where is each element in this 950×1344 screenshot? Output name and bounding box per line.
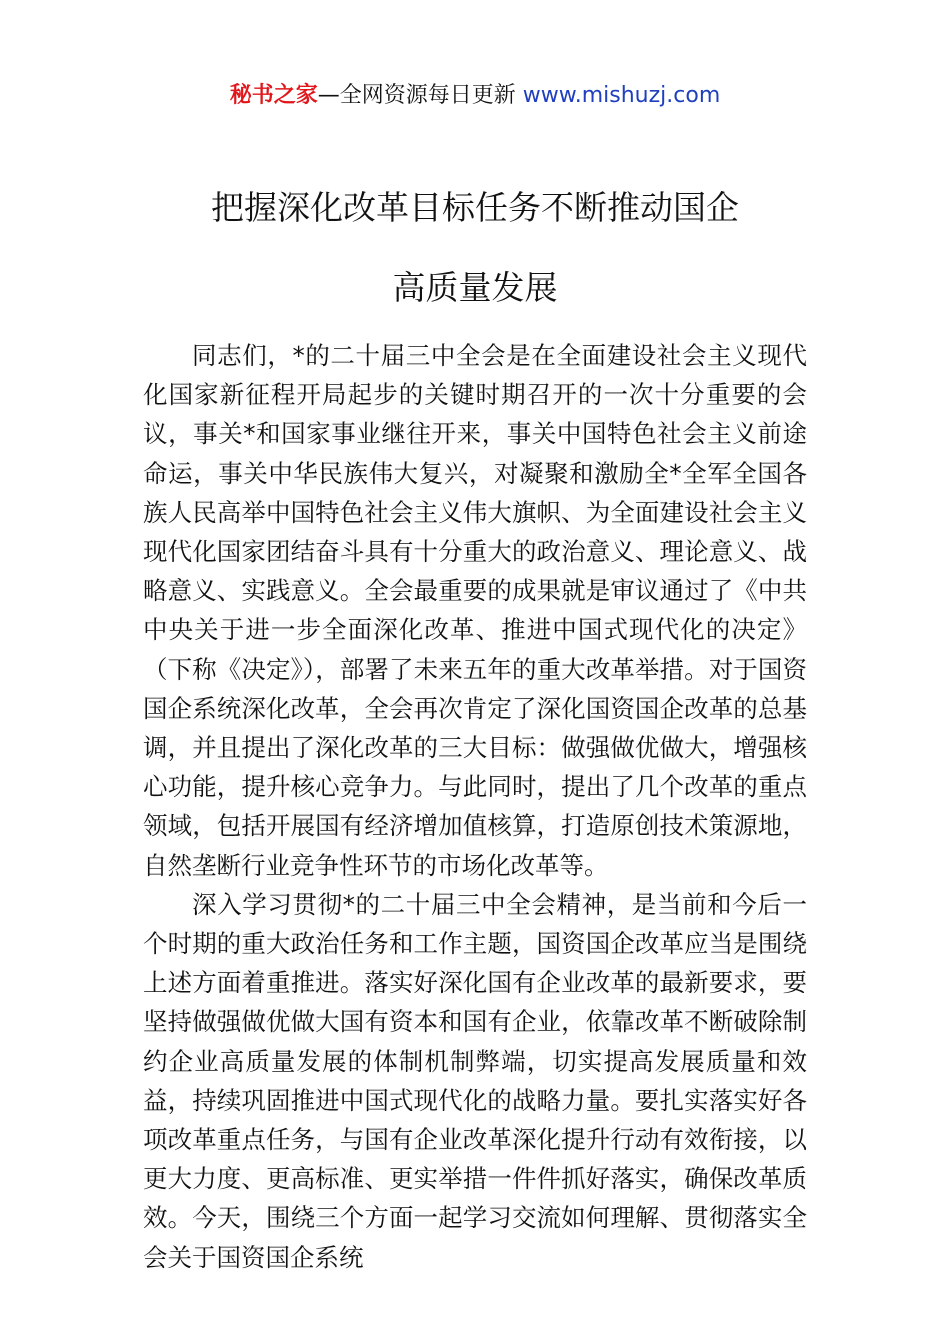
site-header — [0, 80, 950, 112]
document-title-line-2: 高质量发展 — [392, 268, 558, 307]
site-tagline: —全网资源每日更新 — [317, 83, 516, 108]
document-body — [143, 336, 807, 1277]
document-title — [0, 168, 950, 328]
body-paragraph: 同志们，*的二十届三中全会是在全面建设社会主义现代化国家新征程开局起步的关键时期召开的一次十分重要的会议，事关*和国家事业继往开来，事关中国特色社会主义前途命运，事关中华民族伟大复兴，对凝聚和激励全*全军全国各族人民高举中国特色社会主义伟大旗帜、为全面建设社会主义现代化国家团结奋斗具有十分重大的政治意义、理论意义、战略意义、实践意义。全会最重要的成果就是审议通过了《中共中央关于进一步全面深化改革、推进中国式现代化的决定》（下称《决定》），部署了未来五年的重大改革举措。对于国资国企系统深化改革，全会再次肯定了深化国资国企改革的总基调，并且提出了深化改革的三大目标：做强做优做大，增强核心功能，提升核心竞争力。与此同时，提出了几个改革的重点领域，包括开展国有经济增加值核算，打造原创技术策源地，自然垄断行业竞争性环节的市场化改革等。 — [143, 341, 807, 880]
document-title-line-1: 把握深化改革目标任务不断推动国企 — [211, 188, 739, 227]
site-url-link[interactable]: www.mishuzj.com — [522, 83, 721, 108]
body-paragraph: 深入学习贯彻*的二十届三中全会精神，是当前和今后一个时期的重大政治任务和工作主题，国资国企改革应当是围绕上述方面着重推进。落实好深化国有企业改革的最新要求，要坚持做强做优做大国有资本和国有企业，依靠改革不断破除制约企业高质量发展的体制机制弊端，切实提高发展质量和效益，持续巩固推进中国式现代化的战略力量。要扎实落实好各项改革重点任务，与国有企业改革深化提升行动有效衔接，以更大力度、更高标准、更实举措一件件抓好落实，确保改革质效。今天，围绕三个方面一起学习交流如何理解、贯彻落实全会关于国资国企系统 — [143, 889, 807, 1272]
site-brand: 秘书之家 — [229, 83, 318, 108]
